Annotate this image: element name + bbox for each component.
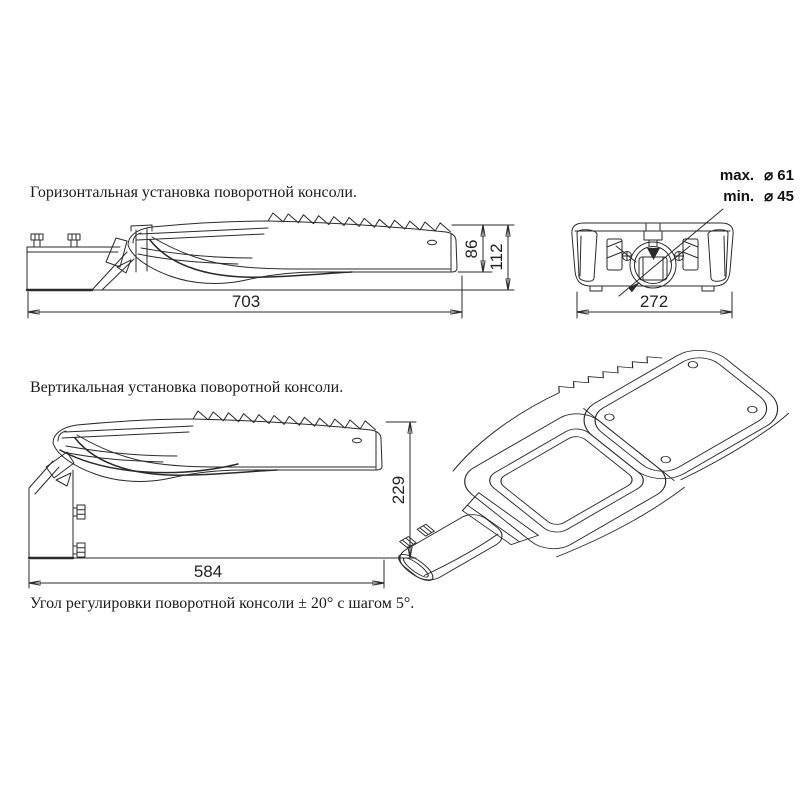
dimension-overall-height-112: 112	[487, 243, 506, 271]
pole-diameter-min-label: min.	[723, 188, 755, 205]
caption-angle-note: Угол регулировки поворотной консоли ± 20° с шагом 5°.	[30, 595, 415, 612]
pole-diameter-max-label: max.	[719, 167, 755, 184]
dimension-length-703: 703	[231, 292, 261, 311]
dimension-length-584: 584	[193, 562, 223, 581]
dimension-housing-height-86: 86	[462, 239, 481, 259]
pole-diameter-min-value: ⌀ 45	[764, 188, 794, 205]
pole-diameter-max-value: ⌀ 61	[764, 167, 794, 184]
pole-diameter-note	[720, 166, 794, 207]
caption-horizontal-installation: Горизонтальная установка поворотной консоли.	[30, 184, 357, 201]
dimension-width-272: 272	[639, 292, 669, 311]
caption-vertical-installation: Вертикальная установка поворотной консоли.	[30, 379, 344, 396]
dimension-overall-height-229: 229	[389, 475, 408, 505]
